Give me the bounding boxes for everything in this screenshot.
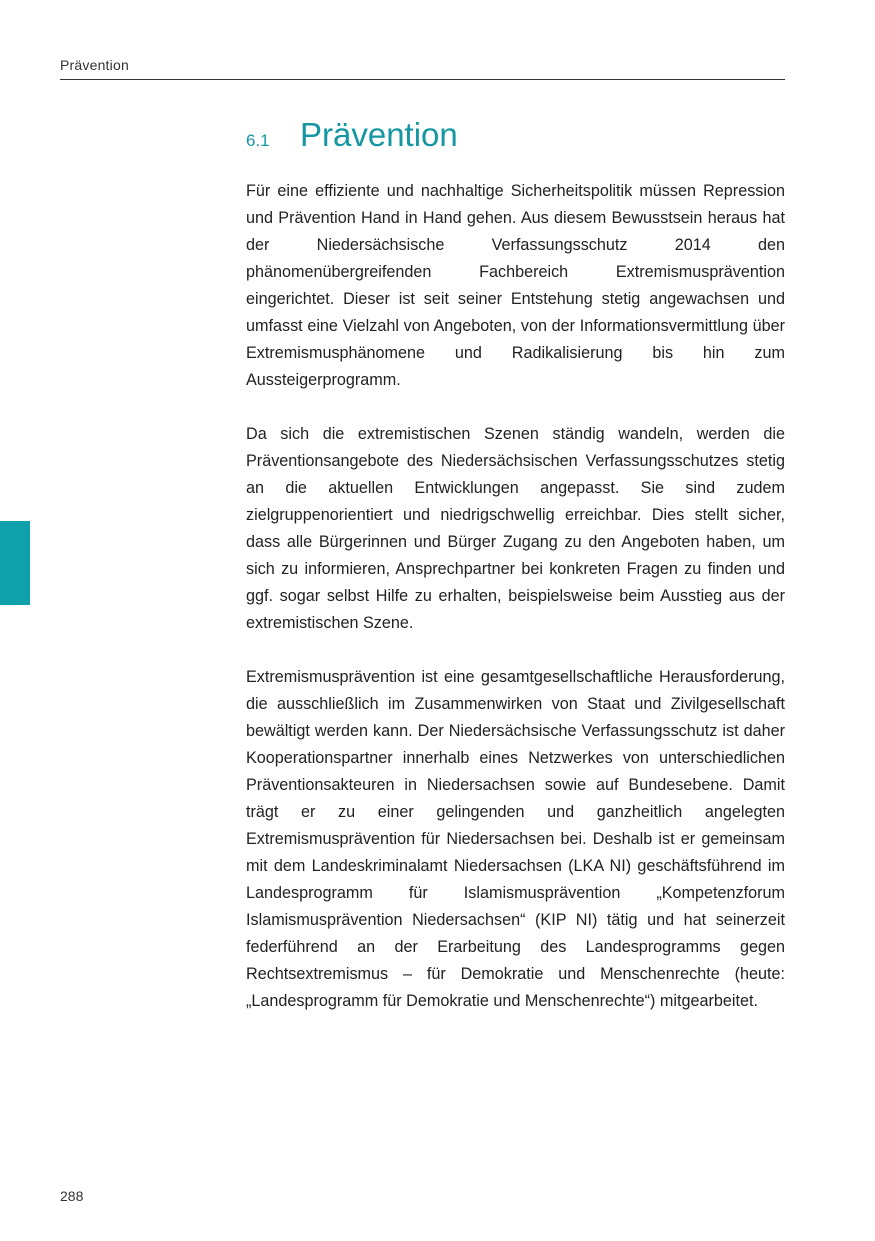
running-header: Prävention	[60, 57, 129, 73]
paragraph-2: Da sich die extremistischen Szenen ständig wandeln, werden die Präventionsangebote des Niedersächsischen Verfassungsschutzes stetig an die aktuellen Entwicklungen angepasst. Sie sind zudem zielgruppenorientiert und niedrigschwellig erreichbar. Dies stellt sicher, dass alle Bürgerinnen und Bürger Zugang zu den Angeboten haben, um sich zu informieren, Ansprechpartner bei konkreten Fragen zu finden und ggf. sogar selbst Hilfe zu erhalten, beispielsweise beim Ausstieg aus der extremistischen Szene.	[246, 425, 785, 632]
section-title: Prävention	[300, 116, 458, 153]
header-divider	[60, 79, 785, 80]
chapter-tab-marker	[0, 521, 30, 605]
section-heading	[246, 112, 458, 158]
page-number: 288	[60, 1188, 84, 1204]
paragraph-3: Extremismusprävention ist eine gesamtgesellschaftliche Herausforderung, die ausschließlich im Zusammenwirken von Staat und Zivilgesellschaft bewältigt werden kann. Der Niedersächsische Verfassungsschutz ist daher Kooperationspartner innerhalb eines Netzwerkes von unterschiedlichen Präventionsakteuren in Niedersachsen sowie auf Bundesebene. Damit trägt er zu einer gelingenden und ganzheitlich angelegten Extremismusprävention für Niedersachsen bei. Deshalb ist er gemeinsam mit dem Landeskriminalamt Niedersachsen (LKA NI) geschäftsführend im Landesprogramm für Islamismusprävention „Kompetenzforum Islamismusprävention Niedersachsen“ (KIP NI) tätig und hat seinerzeit federführend an der Erarbeitung des Landesprogramms gegen Rechtsextremismus – für Demokratie und Menschenrechte (heute: „Landesprogramm für Demokratie und Menschenrechte“) mitgearbeitet.	[246, 668, 785, 1010]
body-text	[246, 178, 785, 1042]
section-number: 6.1	[246, 131, 270, 150]
paragraph-1: Für eine effiziente und nachhaltige Sicherheitspolitik müssen Repression und Prävention Hand in Hand gehen. Aus diesem Bewusstsein heraus hat der Niedersächsische Verfassungsschutz 2014 den phänomenübergreifenden Fachbereich Extremismusprävention eingerichtet. Dieser ist seit seiner Entstehung stetig angewachsen und umfasst eine Vielzahl von Angeboten, von der Informationsvermittlung über Extremismusphänomene und Radikalisierung bis hin zum Aussteigerprogramm.	[246, 182, 785, 389]
